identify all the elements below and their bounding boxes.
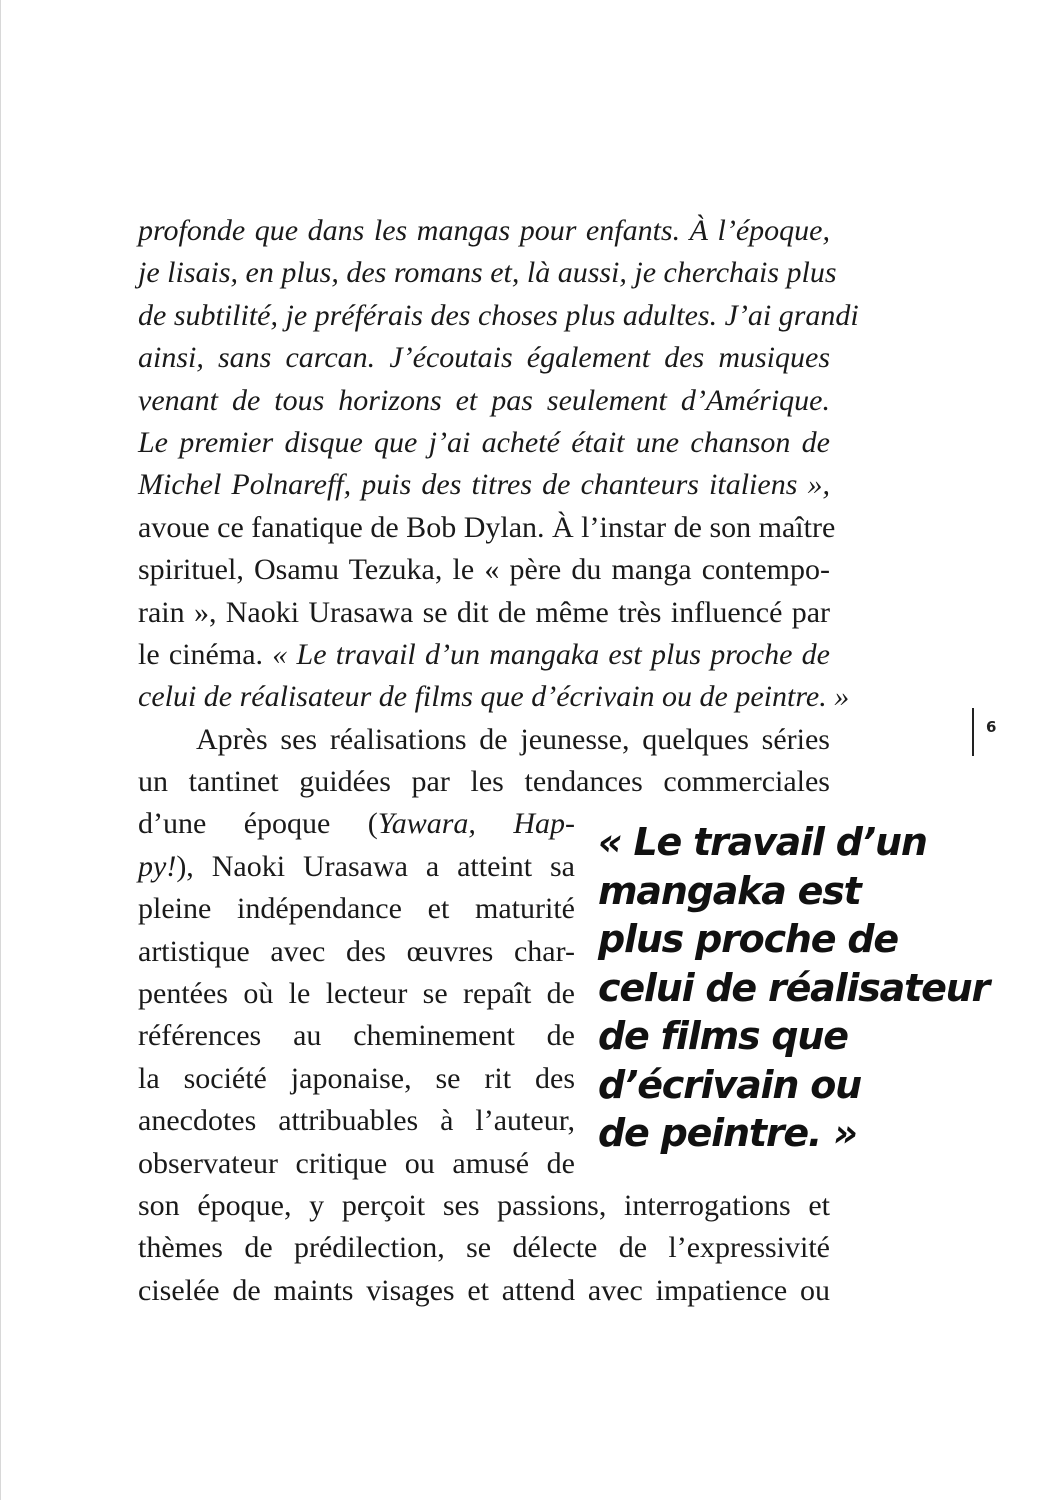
pull-quote-line: mangaka est bbox=[598, 868, 861, 913]
text-line: pleine indépendance et maturité bbox=[138, 892, 575, 926]
text-line: rain », Naoki Urasawa se dit de même très influencé par bbox=[138, 595, 830, 629]
text-line bbox=[138, 846, 575, 888]
text-line: je lisais, en plus, des romans et, là aussi, je cherchais plus bbox=[138, 256, 837, 290]
text-line: anecdotes attribuables à l’auteur, bbox=[138, 1104, 575, 1138]
page-number: 6 bbox=[986, 718, 997, 736]
text-line: profonde que dans les mangas pour enfants. À l’époque, bbox=[138, 214, 830, 247]
text-span: le cinéma. bbox=[138, 637, 264, 671]
text-line: avoue ce fanatique de Bob Dylan. À l’instar de son maître bbox=[138, 510, 836, 544]
text-line: pentées où le lecteur se repaît de bbox=[138, 977, 575, 1011]
text-line: ciselée de maints visages et attend avec impatience ou bbox=[138, 1273, 830, 1307]
pull-quote-line: de peintre. » bbox=[598, 1111, 857, 1155]
text-line bbox=[138, 803, 575, 845]
text-line: son époque, y perçoit ses passions, interrogations et bbox=[138, 1188, 830, 1222]
text-line: Michel Polnareff, puis des titres de chanteurs italiens », bbox=[138, 468, 830, 502]
text-line: venant de tous horizons et pas seulement d’Amérique. bbox=[138, 383, 830, 417]
text-line: un tantinet guidées par les tendances commerciales bbox=[138, 765, 830, 799]
text-line bbox=[138, 634, 830, 676]
text-line: ainsi, sans carcan. J’écoutais également des musiques bbox=[138, 341, 830, 375]
text-line: observateur critique ou amusé de bbox=[138, 1146, 575, 1180]
pull-quote-line: plus proche de bbox=[598, 917, 898, 961]
text-line: de subtilité, je préférais des choses plus adultes. J’ai grandi bbox=[138, 298, 859, 332]
pull-quote-line: celui de réalisateur bbox=[598, 965, 990, 1010]
pull-quote-line: « Le travail d’un bbox=[598, 820, 927, 864]
text-span: d’une époque ( bbox=[138, 807, 378, 841]
text-line: la société japonaise, se rit des bbox=[138, 1061, 575, 1095]
pull-quote-line: de films que bbox=[598, 1014, 848, 1058]
title-span: Yawara, Hap- bbox=[377, 807, 575, 841]
text-line: Après ses réalisations de jeunesse, quelques séries bbox=[196, 722, 830, 756]
pull-quote-line: d’écrivain ou bbox=[598, 1062, 861, 1107]
folio-rule bbox=[972, 708, 974, 756]
text-line: artistique avec des œuvres char- bbox=[138, 934, 575, 968]
text-line: spirituel, Osamu Tezuka, le « père du manga contempo- bbox=[138, 553, 830, 587]
title-span: py! bbox=[138, 849, 177, 883]
text-line: Le premier disque que j’ai acheté était une chanson de bbox=[138, 425, 830, 459]
quote-span: « Le travail d’un mangaka est plus proche de bbox=[272, 637, 830, 671]
text-span: ), Naoki Urasawa a atteint sa bbox=[176, 849, 575, 883]
text-line: références au cheminement de bbox=[138, 1019, 575, 1053]
pull-quote bbox=[598, 818, 1018, 1158]
text-line: celui de réalisateur de films que d’écrivain ou de peintre. » bbox=[138, 680, 850, 714]
text-line: thèmes de prédilection, se délecte de l’expressivité bbox=[138, 1231, 830, 1265]
